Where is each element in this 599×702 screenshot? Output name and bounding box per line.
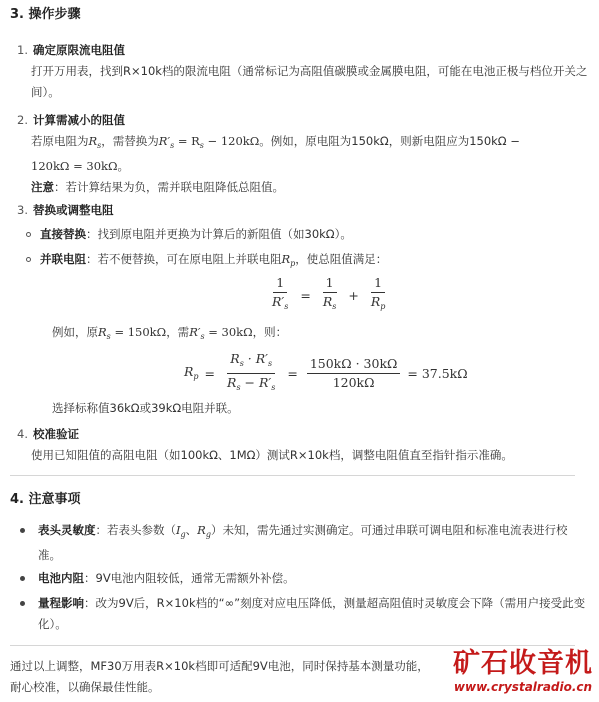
fraction: $\frac{150k\Omega \cdot 30k\Omega}{120k\Omega}$ bbox=[307, 355, 401, 392]
equation-rp: $R_p$ = $\frac{R_s \cdot R'_s}{R_s - R'_s}$ = $\frac{150k\Omega \cdot 30k\Omega}{120k\Omega}$ = 37.5kΩ bbox=[184, 350, 468, 397]
footer-text bbox=[10, 656, 480, 698]
step-title: 替换或调整电阻 bbox=[33, 203, 114, 217]
step-3 bbox=[10, 200, 590, 274]
fraction: $\frac{1}{R_s}$ bbox=[322, 275, 337, 311]
fraction: $\frac{R_s \cdot R'_s}{R_s - R'_s}$ bbox=[227, 351, 276, 392]
text-fragment: 。 bbox=[117, 159, 130, 173]
sub-item-text: ：找到原电阻并更换为计算后的新阻值（如30kΩ）。 bbox=[86, 227, 352, 241]
note-item-range bbox=[10, 593, 590, 635]
sub-item-label: 直接替换 bbox=[40, 227, 86, 241]
note-item-text: ）未知，需先通过实测确定。可通过串联可调电阻和标准电流表进行校准。 bbox=[38, 523, 568, 562]
bullet-icon bbox=[20, 528, 25, 533]
step-number: 4. bbox=[17, 427, 28, 441]
math-fragment: = 30kΩ bbox=[208, 325, 253, 339]
step-formula-line bbox=[10, 131, 590, 156]
text-fragment: 若原电阻为 bbox=[31, 134, 89, 148]
footer-line: 耐心校准，以确保最佳性能。 bbox=[10, 680, 160, 694]
step-1 bbox=[10, 40, 590, 103]
note-item-sensitivity bbox=[10, 520, 590, 566]
math-fragment: = R bbox=[177, 134, 200, 148]
choose-line: 选择标称值36kΩ或39kΩ电阻并联。 bbox=[52, 401, 239, 415]
text-fragment: 例如，原 bbox=[52, 325, 98, 339]
hollow-bullet-icon bbox=[26, 232, 31, 237]
fraction: $\frac{1}{R_p}$ bbox=[370, 275, 386, 311]
math-fragment: = 37.5kΩ bbox=[407, 366, 468, 381]
step-2 bbox=[10, 110, 590, 198]
note-item-text: ：9V电池内阻较低，通常无需额外补偿。 bbox=[84, 571, 295, 585]
math-fragment: = 150kΩ bbox=[114, 325, 167, 339]
sub-item-text: ，使总阻值满足： bbox=[295, 252, 388, 266]
math-rs-prime: $R'_s$ bbox=[189, 325, 205, 341]
step-number: 2. bbox=[17, 113, 28, 127]
section-title-notes: 4. 注意事项 bbox=[10, 492, 81, 507]
bullet-icon bbox=[20, 576, 25, 581]
step-title: 校准验证 bbox=[33, 427, 79, 441]
math-fragment: − 120kΩ bbox=[207, 134, 260, 148]
math-sub: s bbox=[199, 141, 204, 150]
divider bbox=[10, 645, 575, 646]
note-item-battery bbox=[10, 568, 590, 589]
note-item-label: 量程影响 bbox=[38, 596, 84, 610]
step-title: 计算需减小的阻值 bbox=[33, 113, 125, 127]
step-formula-line2 bbox=[10, 156, 590, 177]
note-item-text: 、 bbox=[185, 523, 198, 537]
math-fragment: 120kΩ = 30kΩ bbox=[31, 159, 118, 173]
step-text: 使用已知阻值的高阻电阻（如100kΩ、1MΩ）测试R×10k档，调整电阻值直至指针指示准确。 bbox=[31, 448, 513, 462]
text-fragment: ，需替换为 bbox=[101, 134, 159, 148]
note-item-text: ：改为9V后，R×10k档的“∞”刻度对应电压降低，测量超高阻值时灵敏度会下降（需用户接受此变化）。 bbox=[38, 596, 586, 631]
math-rp: $R_p$ bbox=[281, 252, 296, 268]
equation-parallel: $\frac{1}{R'_s}$ = $\frac{1}{R_s}$ + $\frac{1}{R_p}$ bbox=[266, 274, 391, 316]
divider bbox=[10, 475, 575, 476]
sub-item-direct bbox=[10, 224, 590, 245]
sub-item-parallel bbox=[10, 249, 590, 274]
text-fragment: 。例如，原电阻为150kΩ，则新电阻应为150kΩ − bbox=[259, 134, 520, 148]
math-rg: $R_g$ bbox=[197, 523, 211, 539]
example-line bbox=[52, 322, 572, 347]
hollow-bullet-icon bbox=[26, 257, 31, 262]
note-text: ：若计算结果为负，需并联电阻降低总阻值。 bbox=[54, 180, 284, 194]
step-note bbox=[10, 177, 590, 198]
math-rs: $R_s$ bbox=[88, 134, 102, 150]
note-item-label: 电池内阻 bbox=[38, 571, 84, 585]
math-rs: $R_s$ bbox=[98, 325, 111, 341]
sub-item-label: 并联电阻 bbox=[40, 252, 86, 266]
step-number: 1. bbox=[17, 43, 28, 57]
watermark-url: www.crystalradio.cn bbox=[453, 680, 593, 694]
section-title-steps: 3. 操作步骤 bbox=[10, 7, 81, 22]
watermark bbox=[453, 648, 593, 694]
step-4 bbox=[10, 424, 590, 466]
footer-line: 通过以上调整，MF30万用表R×10k档即可适配9V电池，同时保持基本测量功能， bbox=[10, 659, 429, 673]
note-item-label: 表头灵敏度 bbox=[38, 523, 96, 537]
math-ig: $I_g$ bbox=[176, 523, 186, 539]
bullet-icon bbox=[20, 601, 25, 606]
step-text: 打开万用表，找到R×10k档的限流电阻（通常标记为高阻值碳膜或金属膜电阻，可能在电池正极与档位开关之间）。 bbox=[31, 64, 588, 99]
note-item-text: ：若表头参数（ bbox=[95, 523, 176, 537]
step-title: 确定原限流电阻值 bbox=[33, 43, 125, 57]
watermark-logo: 矿石收音机 bbox=[453, 648, 593, 679]
math-rs-prime: $R'_s$ bbox=[158, 134, 175, 150]
text-fragment: ，需 bbox=[166, 325, 190, 339]
fraction: $\frac{1}{R'_s}$ bbox=[272, 275, 289, 311]
note-label: 注意 bbox=[31, 180, 54, 194]
sub-item-text: ：若不便替换，可在原电阻上并联电阻 bbox=[86, 252, 282, 266]
step-number: 3. bbox=[17, 203, 28, 217]
text-fragment: ，则： bbox=[252, 325, 288, 339]
